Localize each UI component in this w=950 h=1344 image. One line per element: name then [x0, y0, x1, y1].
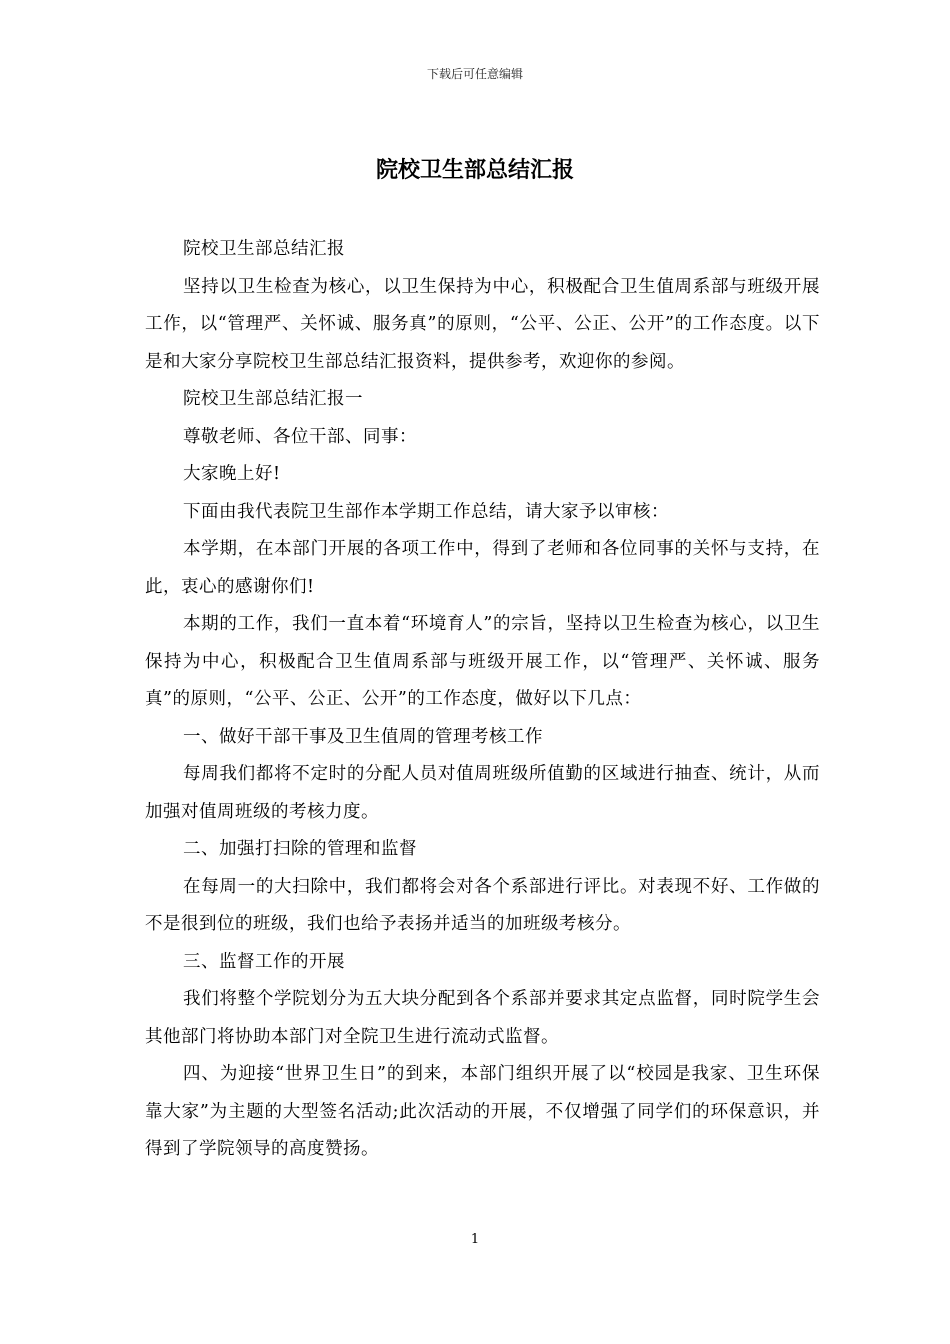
section-heading: 一、做好干部干事及卫生值周的管理考核工作 — [183, 726, 543, 747]
paragraph: 每周我们都将不定时的分配人员对值周班级所值勤的区域进行抽查、统计，从而加强对值周班级的考核力度。 — [145, 764, 820, 822]
page-number: 1 — [470, 1232, 480, 1247]
paragraph: 院校卫生部总结汇报 — [183, 239, 345, 259]
paragraph: 我们将整个学院划分为五大块分配到各个系部并要求其定点监督，同时院学生会其他部门将协助本部门对全院卫生进行流动式监督。 — [145, 989, 820, 1047]
paragraph: 在每周一的大扫除中，我们都将会对各个系部进行评比。对表现不好、工作做的不是很到位的班级，我们也给予表扬并适当的加班级考核分。 — [145, 876, 820, 934]
header-note: 下载后可任意编辑 — [426, 67, 523, 81]
paragraph: 坚持以卫生检查为核心，以卫生保持为中心，积极配合卫生值周系部与班级开展工作，以“管理严、关怀诚、服务真”的原则，“公平、公正、公开”的工作态度。以下是和大家分享院校卫生部总结汇报资料，提供参考，欢迎你的参阅。 — [145, 276, 820, 372]
paragraph: 四、为迎接“世界卫生日”的到来，本部门组织开展了以“校园是我家、卫生环保靠大家”为主题的大型签名活动;此次活动的开展，不仅增强了同学们的环保意识，并得到了学院领导的高度赞扬。 — [145, 1064, 820, 1159]
paragraph: 本期的工作，我们一直本着“环境育人”的宗旨，坚持以卫生检查为核心，以卫生保持为中心，积极配合卫生值周系部与班级开展工作，以“管理严、关怀诚、服务真”的原则，“公平、公正、公开”的工作态度，做好以下几点： — [145, 614, 820, 709]
paragraph: 下面由我代表院卫生部作本学期工作总结，请大家予以审核： — [183, 501, 669, 522]
paragraph: 大家晚上好! — [183, 464, 281, 484]
paragraph: 院校卫生部总结汇报一 — [183, 389, 363, 409]
paragraph: 尊敬老师、各位干部、同事： — [183, 426, 417, 447]
document-body — [145, 231, 820, 1169]
section-heading: 三、监督工作的开展 — [183, 951, 345, 972]
document-title: 院校卫生部总结汇报 — [375, 157, 574, 183]
paragraph: 本学期，在本部门开展的各项工作中，得到了老师和各位同事的关怀与支持，在此，衷心的感谢你们! — [145, 539, 820, 597]
section-heading: 二、加强打扫除的管理和监督 — [183, 839, 417, 859]
